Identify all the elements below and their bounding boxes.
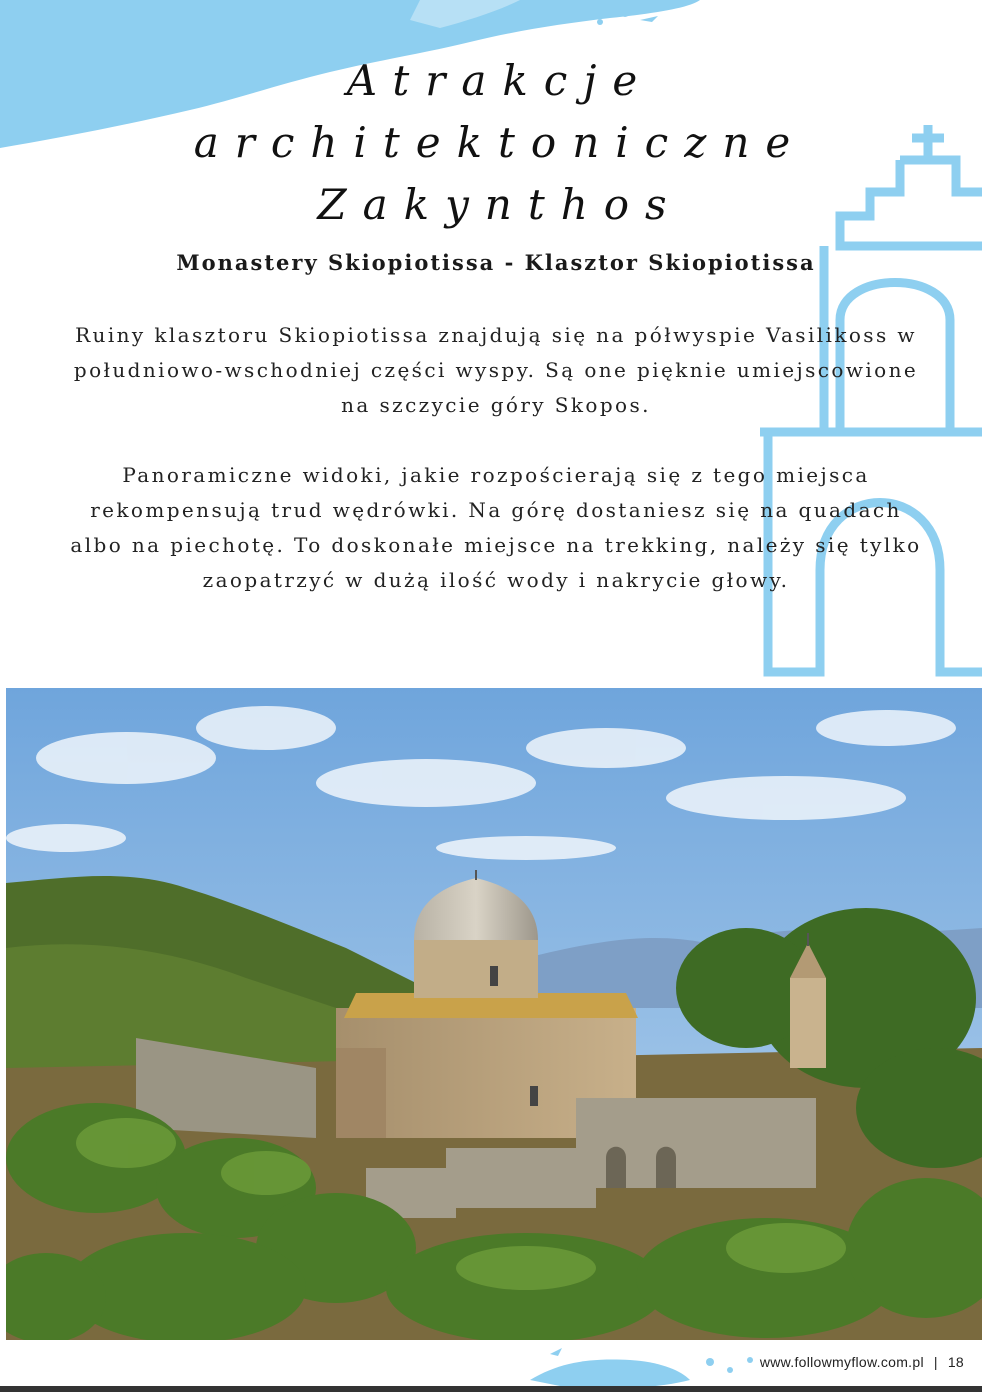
paragraph-1: Ruiny klasztoru Skiopiotissa znajdują się na półwyspie Vasilikoss w południowo-wschodniej części wyspy. Są one pięknie umiejscowione na szczycie góry Skopos. bbox=[73, 323, 919, 417]
footer-url-link[interactable]: www.followmyflow.com.pl bbox=[759, 1354, 924, 1370]
bottom-border bbox=[0, 1386, 982, 1392]
page-title bbox=[90, 50, 910, 236]
monastery-photo bbox=[6, 688, 982, 1340]
paragraph-2: Panoramiczne widoki, jakie rozpościerają się z tego miejsca rekompensują trud wędrówki. Na górę dostaniesz się na quadach albo na piechotę. To doskonałe miejsce na trekking, należy się tylko zaopatrzyć w dużą ilość wody i nakrycie głowy. bbox=[70, 463, 922, 592]
brush-splash-decoration bbox=[520, 1340, 780, 1392]
footer-separator: | bbox=[933, 1354, 938, 1370]
page-number: 18 bbox=[947, 1354, 964, 1370]
title-line-2: Zakynthos bbox=[317, 180, 683, 229]
footer-text bbox=[760, 1354, 964, 1370]
page-footer bbox=[0, 1340, 982, 1392]
title-line-1: Atrakcje architektoniczne bbox=[193, 56, 807, 167]
section-heading: Monastery Skiopiotissa - Klasztor Skiopiotissa bbox=[176, 250, 816, 275]
